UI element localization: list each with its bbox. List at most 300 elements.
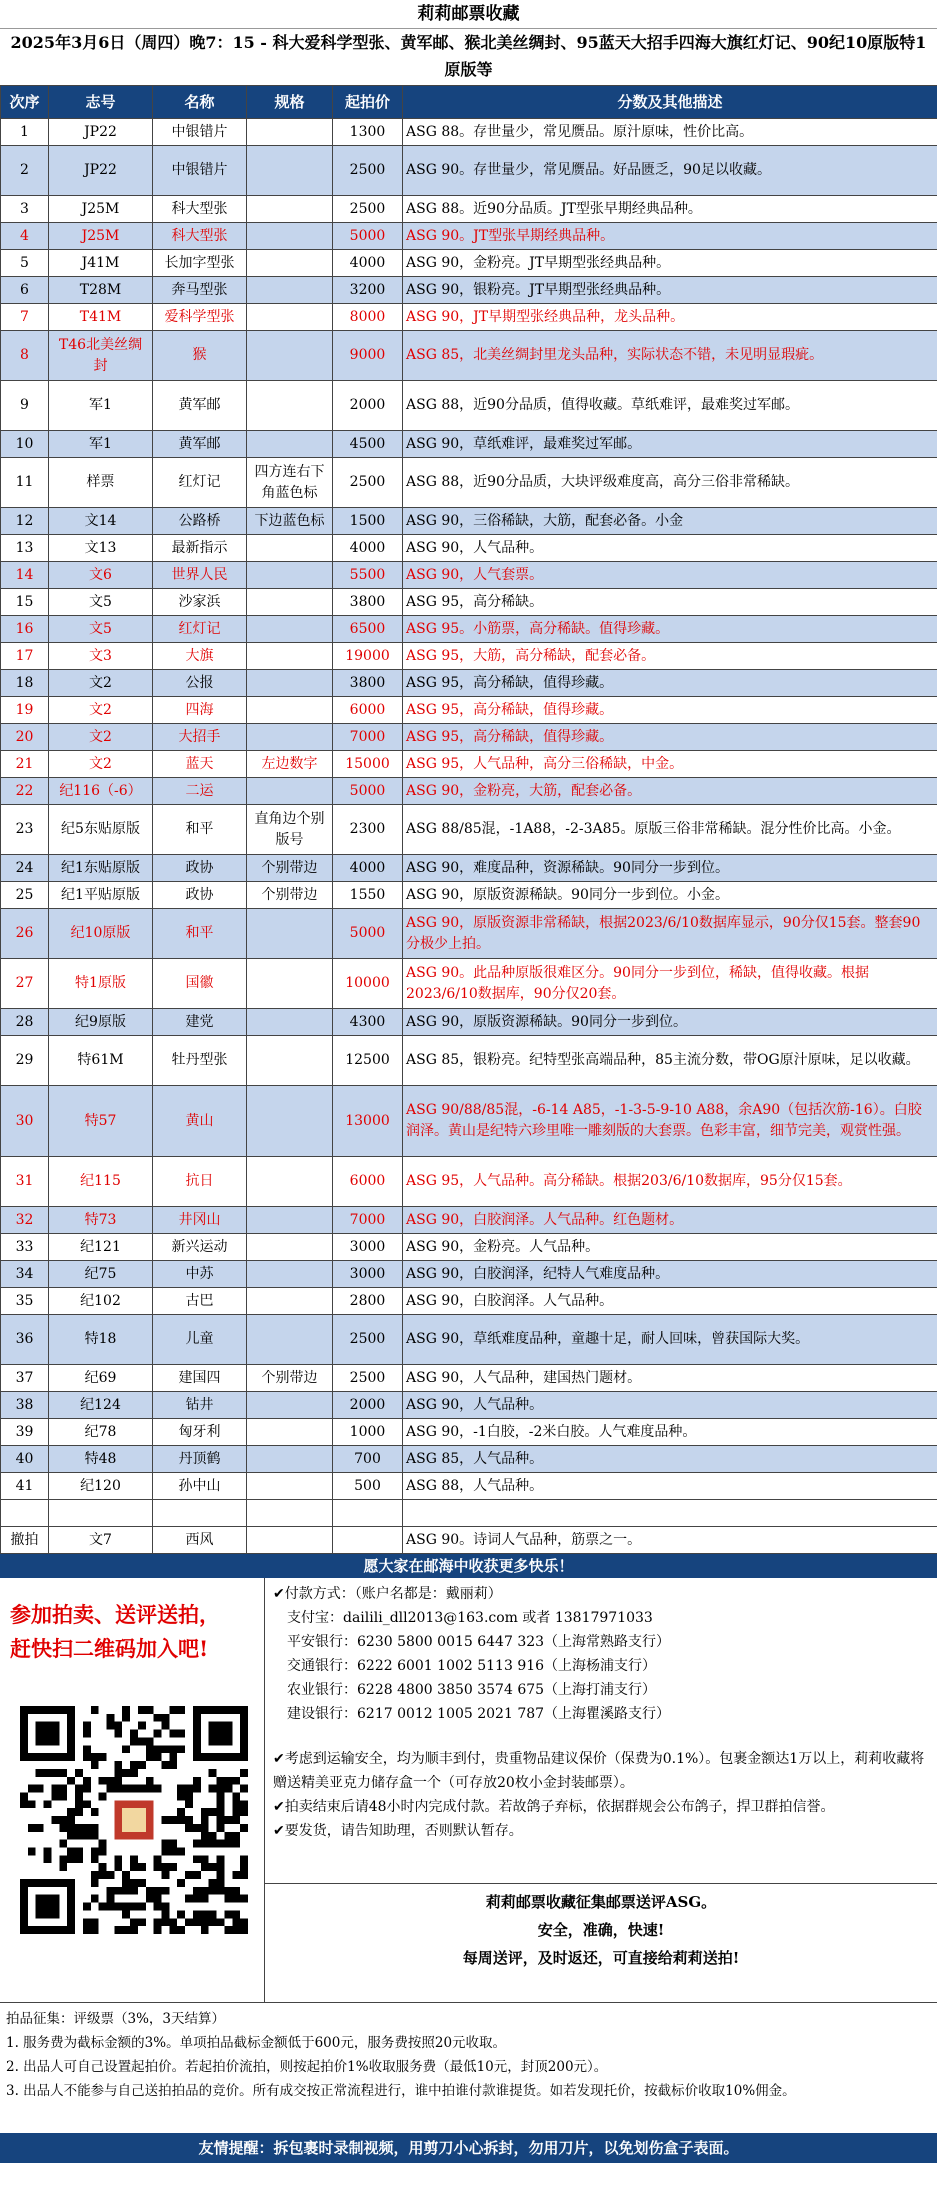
- lot-number: 28: [1, 1009, 49, 1036]
- stamp-name: 儿童: [153, 1315, 247, 1365]
- lot-description: ASG 85，银粉亮。纪特型张高端品种，85主流分数，带OG原汁原味，足以收藏。: [403, 1036, 937, 1086]
- table-row: [1, 535, 937, 562]
- lot-number: 7: [1, 304, 49, 331]
- start-price: 5000: [333, 909, 403, 959]
- stamp-code: T41M: [49, 304, 153, 331]
- stamp-name: 牡丹型张: [153, 1036, 247, 1086]
- stamp-code: 纪116（-6）: [49, 778, 153, 805]
- stamp-code: 纪1东贴原版: [49, 855, 153, 882]
- spec-note: [247, 331, 333, 381]
- lot-description: ASG 90。诗词人气品种，筋票之一。: [403, 1527, 937, 1554]
- start-price: 2000: [333, 381, 403, 431]
- stamp-name: 长加字型张: [153, 250, 247, 277]
- lot-number: 14: [1, 562, 49, 589]
- stamp-code: 纪121: [49, 1234, 153, 1261]
- lot-description: ASG 90，金粉亮。JT早期型张经典品种。: [403, 250, 937, 277]
- stamp-name: 黄军邮: [153, 381, 247, 431]
- grading-line: 安全，准确，快速!: [537, 1921, 665, 1939]
- stamp-name: 国徽: [153, 959, 247, 1009]
- lot-number: 9: [1, 381, 49, 431]
- stamp-name: 建国四: [153, 1365, 247, 1392]
- footer-reminder: 友情提醒：拆包裹时录制视频，用剪刀小心拆封，勿用刀片，以免划伤盒子表面。: [0, 2133, 937, 2163]
- table-row: [1, 643, 937, 670]
- spec-note: [247, 277, 333, 304]
- table-row: [1, 1365, 937, 1392]
- start-price: 500: [333, 1473, 403, 1500]
- start-price: 5500: [333, 562, 403, 589]
- start-price: 2500: [333, 196, 403, 223]
- spec-note: [247, 778, 333, 805]
- stamp-code: T46北美丝绸封: [49, 331, 153, 381]
- rules-heading: 拍品征集：评级票（3%，3天结算）: [6, 2011, 226, 2027]
- stamp-name: 二运: [153, 778, 247, 805]
- lot-number: 6: [1, 277, 49, 304]
- lot-number: 32: [1, 1207, 49, 1234]
- stamp-code: 文5: [49, 616, 153, 643]
- spec-note: [247, 1392, 333, 1419]
- start-price: 2300: [333, 805, 403, 855]
- lot-description: ASG 88，近90分品质，值得收藏。草纸难评，最难奖过军邮。: [403, 381, 937, 431]
- lot-number: 2: [1, 146, 49, 196]
- start-price: 3800: [333, 589, 403, 616]
- start-price: 1550: [333, 882, 403, 909]
- table-row: [1, 778, 937, 805]
- spec-note: [247, 1261, 333, 1288]
- lot-description: ASG 90，草纸难评，最难奖过军邮。: [403, 431, 937, 458]
- stamp-name: 丹顶鹤: [153, 1446, 247, 1473]
- rule-item: 3. 出品人不能参与自己送拍拍品的竞价。所有成交按正常流程进行，谁中拍谁付款谁提货。如若发现托价，按截标价收取10%佣金。: [6, 2083, 796, 2099]
- stamp-code: 文5: [49, 589, 153, 616]
- spec-note: [247, 1234, 333, 1261]
- stamp-name: 中银错片: [153, 119, 247, 146]
- table-row: [1, 331, 937, 381]
- start-price: 5000: [333, 223, 403, 250]
- grading-line: 每周送评，及时返还，可直接给莉莉送拍!: [462, 1949, 740, 1967]
- start-price: 19000: [333, 643, 403, 670]
- table-row: [1, 751, 937, 778]
- lot-number: 38: [1, 1392, 49, 1419]
- alipay-account: 支付宝：dailili_dll2013@163.com 或者 13817971033: [287, 1610, 653, 1626]
- stamp-code: 文14: [49, 508, 153, 535]
- stamp-code: J41M: [49, 250, 153, 277]
- lot-description: ASG 90/88/85混，-6-14 A85，-1-3-5-9-10 A88，余A90（包括次筋-16）。白胶润泽。黄山是纪特六珍里唯一雕刻版的大套票。色彩丰富，细节完美，观赏性强。: [403, 1086, 937, 1157]
- table-row: [1, 1419, 937, 1446]
- stamp-code: J25M: [49, 223, 153, 250]
- start-price: 4300: [333, 1009, 403, 1036]
- stamp-code: 文2: [49, 751, 153, 778]
- spec-note: [247, 909, 333, 959]
- start-price: 4000: [333, 855, 403, 882]
- spec-note: [247, 381, 333, 431]
- lot-description: ASG 90，白胶润泽。人气品种。红色题材。: [403, 1207, 937, 1234]
- lot-description: ASG 90，人气品种，建国热门题材。: [403, 1365, 937, 1392]
- lot-description: ASG 95，人气品种。高分稀缺。根据203/6/10数据库，95分仅15套。: [403, 1157, 937, 1207]
- stamp-code: J25M: [49, 196, 153, 223]
- grading-line: 莉莉邮票收藏征集邮票送评ASG。: [485, 1893, 717, 1911]
- spec-note: 个别带边: [247, 855, 333, 882]
- lot-description: ASG 90，原版资源非常稀缺，根据2023/6/10数据库显示，90分仅15套。整套90分极少上拍。: [403, 909, 937, 959]
- lot-description: ASG 88。近90分品质。JT型张早期经典品种。: [403, 196, 937, 223]
- table-row: [1, 589, 937, 616]
- stamp-name: 四海: [153, 697, 247, 724]
- table-row: [1, 119, 937, 146]
- lot-description: ASG 90，金粉亮。人气品种。: [403, 1234, 937, 1261]
- stamp-name: 猴: [153, 331, 247, 381]
- stamp-name: 公路桥: [153, 508, 247, 535]
- lot-number: 15: [1, 589, 49, 616]
- stamp-name: 黄军邮: [153, 431, 247, 458]
- lot-number: 24: [1, 855, 49, 882]
- lot-number: 35: [1, 1288, 49, 1315]
- stamp-name: 世界人民: [153, 562, 247, 589]
- lot-number: 36: [1, 1315, 49, 1365]
- lot-number: 4: [1, 223, 49, 250]
- lot-number: 31: [1, 1157, 49, 1207]
- payment-info: [265, 1578, 937, 1743]
- table-row: [1, 1315, 937, 1365]
- stamp-code: 纪69: [49, 1365, 153, 1392]
- lot-number: 39: [1, 1419, 49, 1446]
- lot-number: 11: [1, 458, 49, 508]
- stamp-code: 纪124: [49, 1392, 153, 1419]
- lot-description: [403, 1500, 937, 1527]
- stamp-name: 沙家浜: [153, 589, 247, 616]
- spec-note: [247, 670, 333, 697]
- lot-description: ASG 85，人气品种。: [403, 1446, 937, 1473]
- start-price: 2000: [333, 1392, 403, 1419]
- table-row: [1, 1527, 937, 1554]
- stamp-code: 纪5东贴原版: [49, 805, 153, 855]
- info-section: [0, 1578, 937, 2003]
- spec-note: 下边蓝色标: [247, 508, 333, 535]
- stamp-name: 奔马型张: [153, 277, 247, 304]
- lot-number: 27: [1, 959, 49, 1009]
- stamp-code: 纪9原版: [49, 1009, 153, 1036]
- stamp-name: 科大型张: [153, 196, 247, 223]
- spec-note: [247, 1527, 333, 1554]
- col-header-code: 志号: [49, 86, 153, 119]
- stamp-name: 孙中山: [153, 1473, 247, 1500]
- start-price: 5000: [333, 778, 403, 805]
- spec-note: [247, 1157, 333, 1207]
- table-row: [1, 146, 937, 196]
- bank-account: 农业银行：6228 4800 3850 3574 675（上海打浦支行）: [287, 1682, 657, 1698]
- stamp-code: 军1: [49, 381, 153, 431]
- lot-description: ASG 88/85混，-1A88，-2-3A85。原版三俗非常稀缺。混分性价比高。小金。: [403, 805, 937, 855]
- start-price: 2500: [333, 458, 403, 508]
- stamp-code: 文2: [49, 724, 153, 751]
- stamp-name: 黄山: [153, 1086, 247, 1157]
- table-row: [1, 1500, 937, 1527]
- table-row: [1, 855, 937, 882]
- qr-code-icon[interactable]: [20, 1706, 248, 1934]
- lot-number: 26: [1, 909, 49, 959]
- table-row: [1, 1288, 937, 1315]
- stamp-name: 中银错片: [153, 146, 247, 196]
- table-row: [1, 1036, 937, 1086]
- lot-number: 1: [1, 119, 49, 146]
- start-price: 6000: [333, 1157, 403, 1207]
- spec-note: 直角边个别版号: [247, 805, 333, 855]
- spec-note: [247, 1419, 333, 1446]
- stamp-name: 西风: [153, 1527, 247, 1554]
- stamp-code: 特61M: [49, 1036, 153, 1086]
- lot-description: ASG 88，人气品种。: [403, 1473, 937, 1500]
- lot-number: 33: [1, 1234, 49, 1261]
- lot-number: 13: [1, 535, 49, 562]
- table-row: [1, 724, 937, 751]
- lot-number: 41: [1, 1473, 49, 1500]
- stamp-name: 公报: [153, 670, 247, 697]
- lot-number: 37: [1, 1365, 49, 1392]
- lot-number: 22: [1, 778, 49, 805]
- lot-description: ASG 95，高分稀缺，值得珍藏。: [403, 724, 937, 751]
- stamp-code: 特1原版: [49, 959, 153, 1009]
- note-item: ✔考虑到运输安全，均为顺丰到付，贵重物品建议保价（保费为0.1%）。包裹金额达1万以上，莉莉收藏将赠送精美亚克力储存盒一个（可存放20枚小金封装邮票）。: [273, 1751, 925, 1791]
- stamp-name: 红灯记: [153, 616, 247, 643]
- table-row: [1, 1392, 937, 1419]
- stamp-name: 红灯记: [153, 458, 247, 508]
- col-header-no: 次序: [1, 86, 49, 119]
- start-price: [333, 1527, 403, 1554]
- col-header-price: 起拍价: [333, 86, 403, 119]
- stamp-name: [153, 1500, 247, 1527]
- table-row: [1, 1207, 937, 1234]
- note-item: ✔拍卖结束后请48小时内完成付款。若故鸽子弃标，依据群规会公布鸽子，捍卫群拍信誉。: [273, 1799, 835, 1815]
- lot-number: 17: [1, 643, 49, 670]
- lot-number: 23: [1, 805, 49, 855]
- lot-number: 21: [1, 751, 49, 778]
- lot-number: [1, 1500, 49, 1527]
- stamp-code: 样票: [49, 458, 153, 508]
- start-price: 3800: [333, 670, 403, 697]
- payment-panel: [265, 1578, 937, 2002]
- spec-note: [247, 959, 333, 1009]
- lot-number: 30: [1, 1086, 49, 1157]
- lot-description: ASG 90，JT早期型张经典品种，龙头品种。: [403, 304, 937, 331]
- stamp-code: 纪115: [49, 1157, 153, 1207]
- stamp-code: 文2: [49, 697, 153, 724]
- bank-account: 平安银行：6230 5800 0015 6447 323（上海常熟路支行）: [287, 1634, 671, 1650]
- lot-description: ASG 90，原版资源稀缺。90同分一步到位。: [403, 1009, 937, 1036]
- table-row: [1, 882, 937, 909]
- table-row: [1, 431, 937, 458]
- lot-description: ASG 90，原版资源稀缺。90同分一步到位。小金。: [403, 882, 937, 909]
- promo-panel: [0, 1578, 265, 2002]
- start-price: 4000: [333, 535, 403, 562]
- grading-service: [265, 1883, 937, 1972]
- start-price: 15000: [333, 751, 403, 778]
- start-price: 12500: [333, 1036, 403, 1086]
- lot-number: 12: [1, 508, 49, 535]
- spec-note: 个别带边: [247, 882, 333, 909]
- stamp-name: 匈牙利: [153, 1419, 247, 1446]
- lot-description: ASG 95，高分稀缺，值得珍藏。: [403, 670, 937, 697]
- stamp-name: 抗日: [153, 1157, 247, 1207]
- table-row: [1, 381, 937, 431]
- spec-note: [247, 304, 333, 331]
- spec-note: [247, 146, 333, 196]
- start-price: 7000: [333, 1207, 403, 1234]
- spec-note: 个别带边: [247, 1365, 333, 1392]
- stamp-name: 大旗: [153, 643, 247, 670]
- start-price: 9000: [333, 331, 403, 381]
- table-row: [1, 277, 937, 304]
- stamp-name: 新兴运动: [153, 1234, 247, 1261]
- lot-description: ASG 88，近90分品质，大块评级难度高，高分三俗非常稀缺。: [403, 458, 937, 508]
- lot-number: 18: [1, 670, 49, 697]
- spec-note: [247, 697, 333, 724]
- start-price: 2500: [333, 146, 403, 196]
- lot-description: ASG 90。JT型张早期经典品种。: [403, 223, 937, 250]
- col-header-name: 名称: [153, 86, 247, 119]
- spec-note: [247, 1446, 333, 1473]
- promo-text: [0, 1578, 264, 1666]
- spec-note: [247, 1473, 333, 1500]
- table-row: [1, 805, 937, 855]
- table-row: [1, 196, 937, 223]
- stamp-code: 文13: [49, 535, 153, 562]
- start-price: 10000: [333, 959, 403, 1009]
- table-row: [1, 250, 937, 277]
- table-row: [1, 959, 937, 1009]
- stamp-code: 特73: [49, 1207, 153, 1234]
- stamp-code: 特57: [49, 1086, 153, 1157]
- promo-line-2: 赶快扫二维码加入吧!: [10, 1636, 209, 1661]
- stamp-code: JP22: [49, 146, 153, 196]
- lot-description: ASG 90，白胶润泽。人气品种。: [403, 1288, 937, 1315]
- start-price: 7000: [333, 724, 403, 751]
- start-price: [333, 1500, 403, 1527]
- table-row: [1, 1234, 937, 1261]
- col-header-desc: 分数及其他描述: [403, 86, 937, 119]
- stamp-code: 纪1平贴原版: [49, 882, 153, 909]
- lot-number: 40: [1, 1446, 49, 1473]
- stamp-code: 纪102: [49, 1288, 153, 1315]
- lot-description: ASG 90，-1白胶，-2米白胶。人气难度品种。: [403, 1419, 937, 1446]
- lot-description: ASG 90，难度品种，资源稀缺。90同分一步到位。: [403, 855, 937, 882]
- spec-note: [247, 589, 333, 616]
- stamp-name: 政协: [153, 855, 247, 882]
- table-row: [1, 1261, 937, 1288]
- stamp-name: 政协: [153, 882, 247, 909]
- lot-description: ASG 95，高分稀缺，值得珍藏。: [403, 697, 937, 724]
- wish-banner: 愿大家在邮海中收获更多快乐！: [0, 1554, 937, 1578]
- spec-note: [247, 1500, 333, 1527]
- stamp-code: 特18: [49, 1315, 153, 1365]
- spec-note: [247, 1036, 333, 1086]
- rule-item: 2. 出品人可自己设置起拍价。若起拍价流拍，则按起拍价1%收取服务费（最低10元，封顶200元）。: [6, 2059, 608, 2075]
- lot-description: ASG 90，人气套票。: [403, 562, 937, 589]
- stamp-code: 纪120: [49, 1473, 153, 1500]
- stamp-name: 中苏: [153, 1261, 247, 1288]
- stamp-name: 爱科学型张: [153, 304, 247, 331]
- stamp-code: 纪78: [49, 1419, 153, 1446]
- table-row: [1, 697, 937, 724]
- start-price: 1500: [333, 508, 403, 535]
- stamp-name: 大招手: [153, 724, 247, 751]
- lot-number: 10: [1, 431, 49, 458]
- lot-description: ASG 85，北美丝绸封里龙头品种，实际状态不错，未见明显瑕疵。: [403, 331, 937, 381]
- stamp-name: 最新指示: [153, 535, 247, 562]
- lot-description: ASG 90，人气品种。: [403, 535, 937, 562]
- stamp-code: [49, 1500, 153, 1527]
- start-price: 6500: [333, 616, 403, 643]
- stamp-name: 和平: [153, 805, 247, 855]
- spec-note: [247, 616, 333, 643]
- stamp-code: 文6: [49, 562, 153, 589]
- stamp-code: 军1: [49, 431, 153, 458]
- spec-note: [247, 223, 333, 250]
- stamp-name: 和平: [153, 909, 247, 959]
- start-price: 3000: [333, 1261, 403, 1288]
- start-price: 6000: [333, 697, 403, 724]
- spec-note: [247, 1207, 333, 1234]
- consignment-rules: [0, 2003, 937, 2133]
- rule-item: 1. 服务费为截标金额的3%。单项拍品截标金额低于600元，服务费按照20元收取。: [6, 2035, 507, 2051]
- table-row: [1, 1086, 937, 1157]
- start-price: 3200: [333, 277, 403, 304]
- lot-number: 19: [1, 697, 49, 724]
- table-row: [1, 670, 937, 697]
- lot-number: 8: [1, 331, 49, 381]
- lot-number: 29: [1, 1036, 49, 1086]
- lot-description: ASG 90，金粉亮，大筋，配套必备。: [403, 778, 937, 805]
- stamp-name: 古巴: [153, 1288, 247, 1315]
- auction-subtitle: 2025年3月6日（周四）晚7：15 - 科大爱科学型张、黄军邮、猴北美丝绸封、95蓝天大招手四海大旗红灯记、90纪10原版特1原版等: [10, 33, 927, 79]
- spec-note: [247, 1086, 333, 1157]
- lot-description: ASG 95，高分稀缺。: [403, 589, 937, 616]
- spec-note: [247, 1288, 333, 1315]
- spec-note: [247, 250, 333, 277]
- lot-description: ASG 90，人气品种。: [403, 1392, 937, 1419]
- stamp-name: 蓝天: [153, 751, 247, 778]
- spec-note: [247, 562, 333, 589]
- spec-note: [247, 119, 333, 146]
- lot-description: ASG 88。存世量少，常见赝品。原汁原味，性价比高。: [403, 119, 937, 146]
- stamp-code: 纪10原版: [49, 909, 153, 959]
- stamp-code: 特48: [49, 1446, 153, 1473]
- start-price: 4000: [333, 250, 403, 277]
- lot-number: 3: [1, 196, 49, 223]
- stamp-name: 科大型张: [153, 223, 247, 250]
- stamp-code: 文7: [49, 1527, 153, 1554]
- spec-note: [247, 724, 333, 751]
- stamp-code: 纪75: [49, 1261, 153, 1288]
- table-row: [1, 458, 937, 508]
- payment-heading: ✔付款方式：（账户名都是：戴丽莉）: [273, 1586, 502, 1602]
- table-row: [1, 909, 937, 959]
- stamp-code: 文2: [49, 670, 153, 697]
- spec-note: 四方连右下角蓝色标: [247, 458, 333, 508]
- lot-description: ASG 90。存世量少，常见赝品。好品匮乏，90足以收藏。: [403, 146, 937, 196]
- shipping-notes: [265, 1743, 937, 1883]
- start-price: 700: [333, 1446, 403, 1473]
- lot-description: ASG 90，草纸难度品种，童趣十足，耐人回味，曾获国际大奖。: [403, 1315, 937, 1365]
- start-price: 2500: [333, 1315, 403, 1365]
- lot-number: 20: [1, 724, 49, 751]
- lot-description: ASG 95，大筋，高分稀缺，配套必备。: [403, 643, 937, 670]
- table-row: [1, 508, 937, 535]
- start-price: 2800: [333, 1288, 403, 1315]
- spec-note: 左边数字: [247, 751, 333, 778]
- table-row: [1, 562, 937, 589]
- table-row: [1, 1157, 937, 1207]
- lot-number: 撤拍: [1, 1527, 49, 1554]
- lot-table: [0, 85, 937, 1554]
- lot-number: 16: [1, 616, 49, 643]
- start-price: 1000: [333, 1419, 403, 1446]
